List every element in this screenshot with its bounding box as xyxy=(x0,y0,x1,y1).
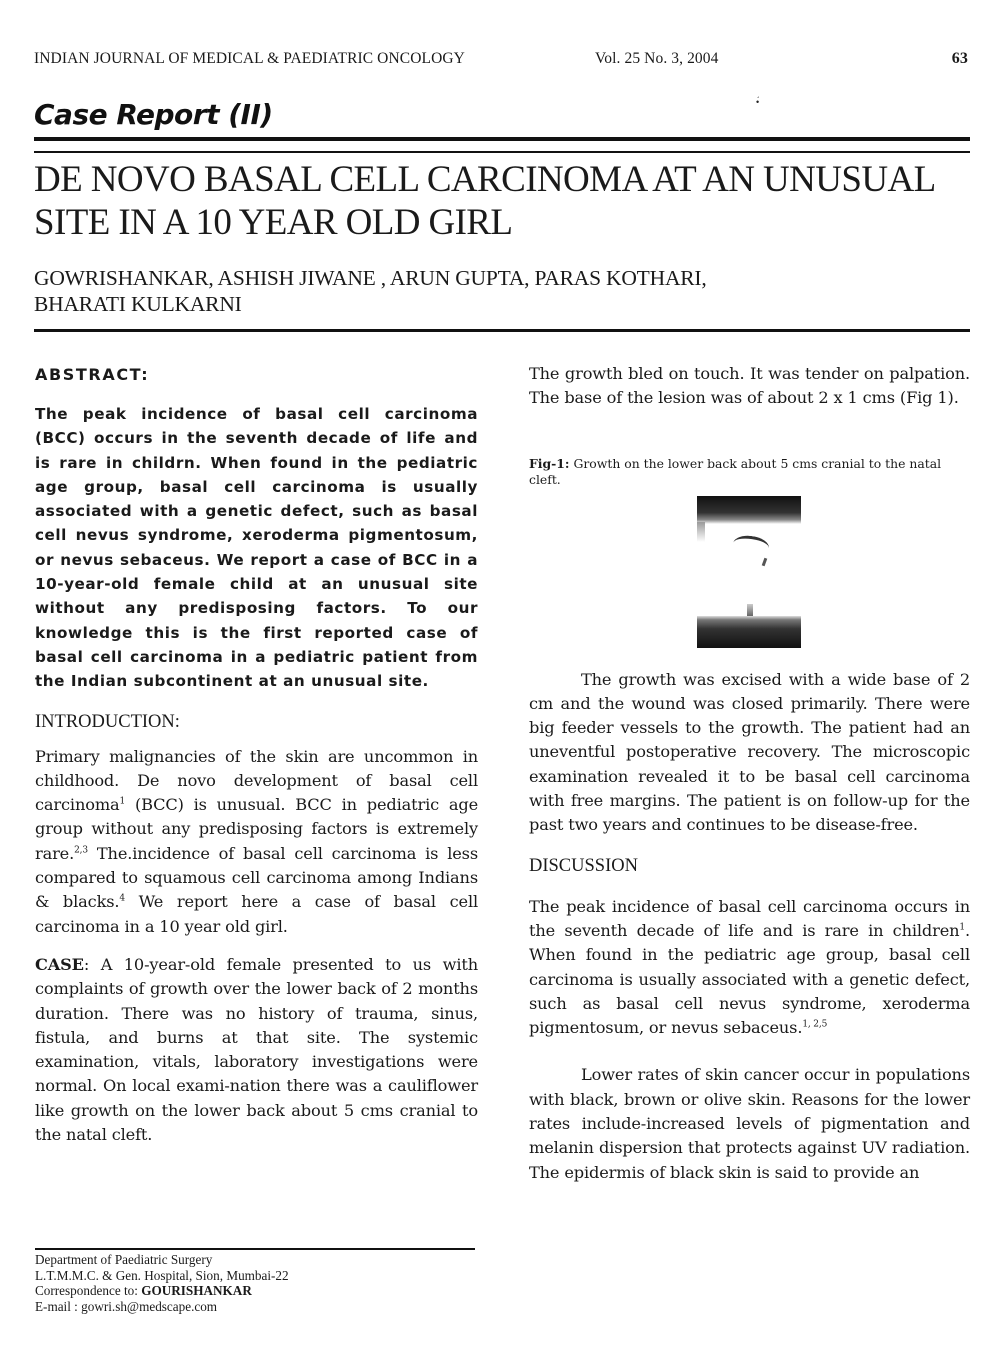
authors-rule xyxy=(34,329,970,332)
scan-artifact-mark: •́ xyxy=(756,97,760,107)
case-text: : A 10-year-old female presented to us with complaints of growth over the lower back of 2 months duration. There was no history of trauma, sinus, fistula, and burns at that site. The systemic examination, vitals, laboratory investigations were normal. On local exami-nation there was a cauliflower like growth on the lower back about 5 cms cranial to the natal cleft. xyxy=(35,954,478,1145)
intro-text-3: The.incidence of basal cell carcinoma is less compared to squamous cell carcinoma among Indians & blacks. xyxy=(35,843,478,912)
abstract-body: The peak incidence of basal cell carcinoma (BCC) occurs in the seventh decade of life and is rare in childrn. When found in the pediatric age group, basal cell carcinoma is usually associated with a genetic defect, such as basal cell nevus syndrome, xeroderma pigmentosum, or nevus sebaceus. We report a case of BCC in a 10-year-old female child at an unusual site without any predisposing factors. To our knowledge this is the first reported case of basal cell carcinoma in a pediatric patient from the Indian subcontinent at an unusual site. xyxy=(35,405,478,691)
intro-text-2: (BCC) is unusual. BCC in pediatric age group without any predisposing factors is extremely rare. xyxy=(35,795,478,863)
article-title xyxy=(34,158,974,244)
citation-ref: 1 xyxy=(959,922,965,933)
citation-ref: 2,3 xyxy=(74,845,88,856)
correspondence-name: GOURISHANKAR xyxy=(141,1283,252,1298)
section-label: Case Report (II) xyxy=(34,98,273,131)
figure-caption-text: Growth on the lower back about 5 cms cranial to the natal cleft. xyxy=(529,455,942,487)
introduction-heading: INTRODUCTION: xyxy=(35,711,180,732)
authors-line-1: GOWRISHANKAR, ASHISH JIWANE , ARUN GUPTA, PARAS KOTHARI, xyxy=(34,266,707,290)
discussion-paragraph-1 xyxy=(529,895,970,1041)
discussion-heading: DISCUSSION xyxy=(529,855,638,876)
running-head xyxy=(34,50,968,70)
discussion-text-1: The peak incidence of basal cell carcinoma occurs in the seventh decade of life and is rare in children xyxy=(529,896,970,940)
right-column xyxy=(529,362,970,1185)
citation-ref: 1, 2,5 xyxy=(802,1019,828,1030)
citation-ref: 1 xyxy=(119,796,126,807)
footnote-rule xyxy=(35,1248,475,1250)
intro-text-1: Primary malignancies of the skin are uncommon in childhood. De novo development of basal cell carcinoma xyxy=(35,746,478,815)
photo-lesion xyxy=(732,533,770,557)
photo-fringe xyxy=(697,522,705,542)
institution: L.T.M.M.C. & Gen. Hospital, Sion, Mumbai-22 xyxy=(35,1267,289,1283)
title-line-1: DE NOVO BASAL CELL CARCINOMA AT AN UNUSUAL xyxy=(34,159,936,200)
left-column xyxy=(35,362,478,1147)
header-rule-thin xyxy=(34,151,970,153)
discussion-text-2: . When found in the pediatric age group, basal cell carcinoma is usually associated with a genetic defect, such as basal cell nevus syndrome, xeroderma pigmentosum, or nevus sebaceus. xyxy=(529,920,970,1038)
figure-caption xyxy=(529,456,970,488)
volume-issue: Vol. 25 No. 3, 2004 xyxy=(595,50,719,67)
discussion-paragraph-2: Lower rates of skin cancer occur in populations with black, brown or olive skin. Reasons for the lower rates include-increased levels of pigmentation and melanin dispersion that protects against UV radiation. The epidermis of black skin is said to provide an xyxy=(529,1065,970,1182)
journal-name: INDIAN JOURNAL OF MEDICAL & PAEDIATRIC ONCOLOGY xyxy=(34,50,465,67)
figure-label: Fig-1: xyxy=(529,455,570,471)
case-label: CASE xyxy=(35,954,84,974)
page-number: 63 xyxy=(951,50,968,67)
case-continued: The growth bled on touch. It was tender on palpation. The base of the lesion was of about 2 x 1 cms (Fig 1). xyxy=(529,364,970,408)
correspondence xyxy=(35,1283,478,1299)
department: Department of Paediatric Surgery xyxy=(35,1252,213,1267)
photo-lower-region xyxy=(697,616,801,648)
case-body xyxy=(35,953,478,1147)
author-list xyxy=(34,265,974,317)
excision-paragraph: The growth was excised with a wide base of 2 cm and the wound was closed primarily. There were big feeder vessels to the growth. The patient had an uneventful postoperative recovery. The microscopic examination revealed it to be basal cell carcinoma with free margins. The patient is on follow-up for the past two years and continues to be disease-free. xyxy=(529,669,970,835)
intro-text-4: We report here a case of basal cell carcinoma in a 10 year old girl. xyxy=(35,892,478,936)
email[interactable]: E-mail : gowri.sh@medscape.com xyxy=(35,1298,218,1314)
abstract-heading: ABSTRACT: xyxy=(35,365,150,384)
correspondence-label: Correspondence to: xyxy=(35,1283,142,1298)
affiliation-footnote xyxy=(35,1252,478,1314)
header-rule-thick xyxy=(34,137,970,141)
figure-1-photo xyxy=(697,496,801,648)
photo-lesion-detail xyxy=(762,557,768,566)
photo-upper-region xyxy=(697,496,801,524)
title-line-2: SITE IN A 10 YEAR OLD GIRL xyxy=(34,202,513,243)
citation-ref: 4 xyxy=(119,893,125,904)
authors-line-2: BHARATI KULKARNI xyxy=(34,292,242,316)
introduction-body xyxy=(35,745,478,939)
